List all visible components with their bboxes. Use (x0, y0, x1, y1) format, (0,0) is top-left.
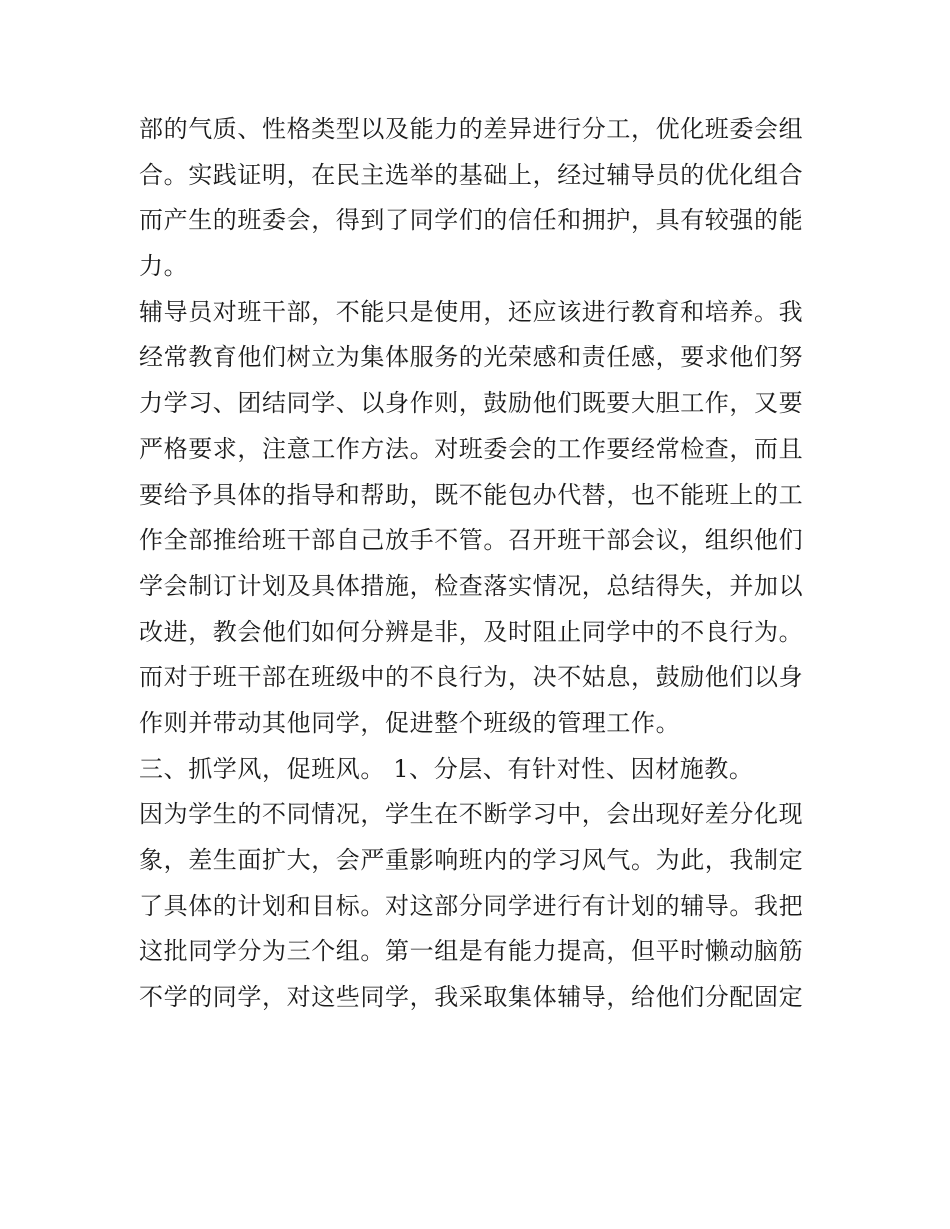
text-line: 而产生的班委会，得到了同学们的信任和拥护，具有较强的能 (139, 206, 804, 235)
text-line: 辅导员对班干部，不能只是使用，还应该进行教育和培养。我 (139, 297, 804, 326)
text-line: 力学习、团结同学、以身作则，鼓励他们既要大胆工作，又要 (139, 389, 804, 418)
text-line: 不学的同学，对这些同学，我采取集体辅导，给他们分配固定 (139, 983, 804, 1012)
text-line: 力。 (139, 252, 189, 281)
text-line: 了具体的计划和目标。对这部分同学进行有计划的辅导。我把 (139, 891, 804, 920)
text-line: 作则并带动其他同学，促进整个班级的管理工作。 (139, 708, 681, 737)
text-line: 这批同学分为三个组。第一组是有能力提高，但平时懒动脑筋 (139, 937, 804, 966)
text-line: 合。实践证明，在民主选举的基础上，经过辅导员的优化组合 (139, 160, 804, 189)
text-line: 严格要求，注意工作方法。对班委会的工作要经常检查，而且 (139, 434, 804, 463)
body-text (139, 107, 819, 1021)
text-line: 因为学生的不同情况，学生在不断学习中，会出现好差分化现 (139, 800, 804, 829)
text-line: 部的气质、性格类型以及能力的差异进行分工，优化班委会组 (139, 115, 804, 143)
text-line: 而对于班干部在班级中的不良行为，决不姑息，鼓励他们以身 (139, 663, 804, 692)
text-line: 改进，教会他们如何分辨是非，及时阻止同学中的不良行为。 (139, 617, 804, 646)
text-line: 学会制订计划及具体措施，检查落实情况，总结得失，并加以 (139, 571, 804, 600)
text-line: 要给予具体的指导和帮助，既不能包办代替，也不能班上的工 (139, 480, 804, 509)
text-line: 作全部推给班干部自己放手不管。召开班干部会议，组织他们 (139, 526, 804, 555)
text-line: 象，差生面扩大，会严重影响班内的学习风气。为此，我制定 (139, 846, 804, 874)
text-line: 经常教育他们树立为集体服务的光荣感和责任感，要求他们努 (139, 343, 804, 372)
section-heading-line: 三、抓学风，促班风。 1、分层、有针对性、因材施教。 (139, 754, 754, 783)
